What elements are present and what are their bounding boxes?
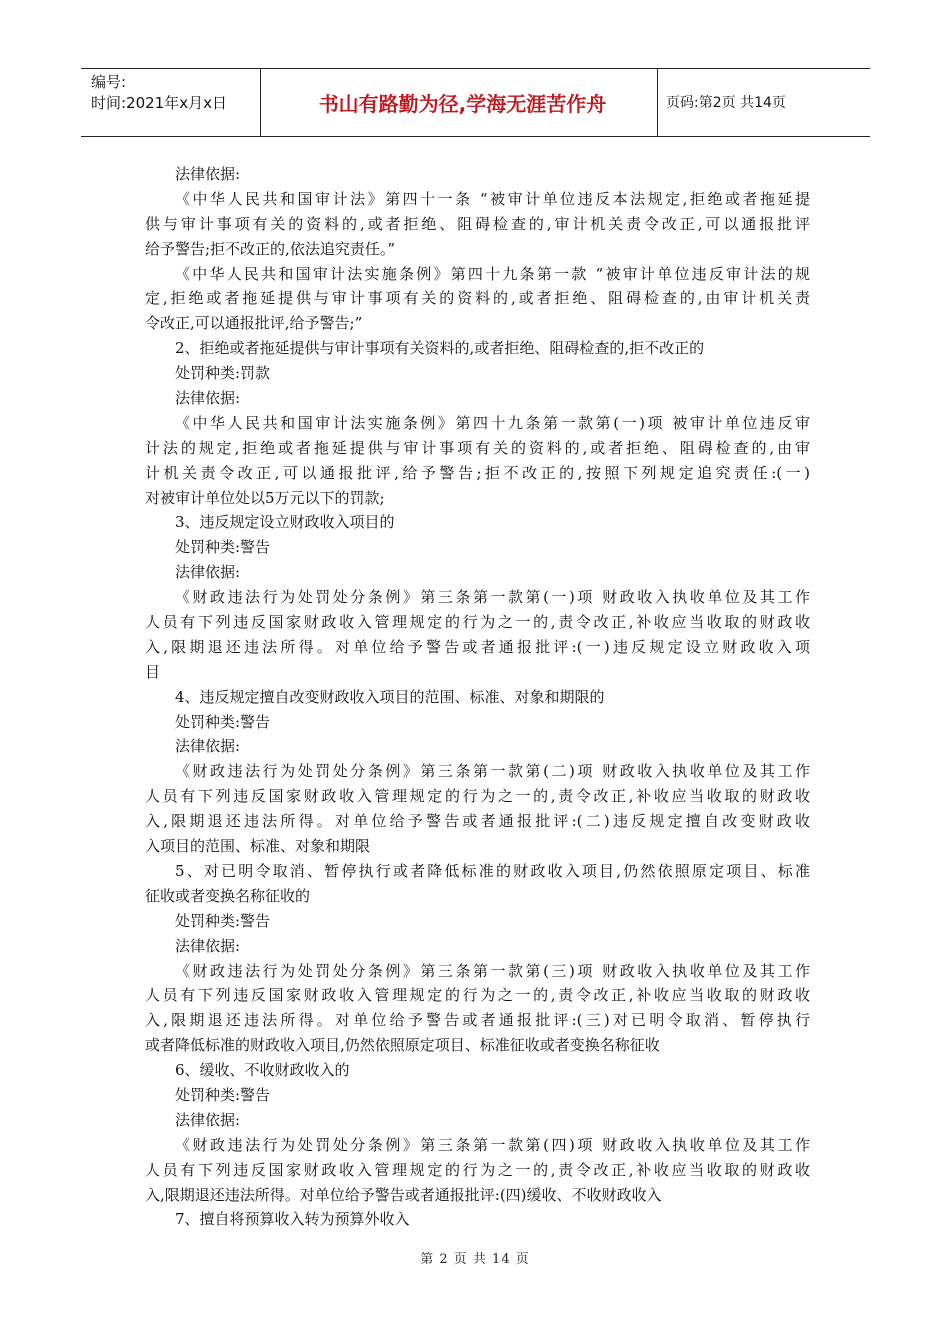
header-divider [657, 68, 658, 136]
header-motto: 书山有路勤为径,学海无涯苦作舟 [318, 91, 607, 116]
body-line: 5、对已明令取消、暂停执行或者降低标准的财政收入项目,仍然依照原定项目、标准 [175, 861, 810, 880]
body-line: 《中华人民共和国审计法实施条例》第四十九条第一款 “被审计单位违反审计法的规 [175, 264, 810, 283]
body-line: 3、违反规定设立财政收入项目的 [175, 513, 395, 532]
number-label: 编号: [91, 73, 127, 91]
header-page-label: 页码:第2页 共14页 [666, 95, 786, 111]
body-line: 入,限期退还违法所得。对单位给予警告或者通报批评:(四)缓收、不收财政收入 [145, 1185, 662, 1204]
body-line: 入项目的范围、标准、对象和期限 [145, 837, 371, 856]
body-line: 6、缓收、不收财政收入的 [175, 1061, 350, 1080]
page-footer: 第 2 页 共 14 页 [420, 1252, 530, 1267]
header-meta [91, 72, 227, 114]
body-line: 处罚种类:警告 [175, 1085, 271, 1104]
body-line: 《中华人民共和国审计法》第四十一条 “被审计单位违反本法规定,拒绝或者拖延提 [175, 189, 810, 208]
body-line: 法律依据: [175, 389, 241, 408]
body-line: 法律依据: [175, 165, 241, 183]
body-line: 法律依据: [175, 936, 241, 955]
body-line: 对被审计单位处以5万元以下的罚款; [145, 488, 385, 507]
body-line: 处罚种类:警告 [175, 712, 271, 731]
body-line: 法律依据: [175, 737, 241, 756]
date-label: 时间:2021年x月x日 [91, 94, 227, 112]
body-line: 4、违反规定擅自改变财政收入项目的范围、标准、对象和期限的 [175, 687, 605, 706]
body-line: 人员有下列违反国家财政收入管理规定的行为之一的,责令改正,补收应当收取的财政收 [145, 613, 810, 632]
body-line: 处罚种类:警告 [175, 911, 271, 930]
body-line: 处罚种类:警告 [175, 538, 271, 557]
body-line: 7、擅自将预算收入转为预算外收入 [175, 1210, 410, 1229]
body-line: 人员有下列违反国家财政收入管理规定的行为之一的,责令改正,补收应当收取的财政收 [145, 1160, 810, 1179]
body-line: 定,拒绝或者拖延提供与审计事项有关的资料的,或者拒绝、阻碍检查的,由审计机关责 [145, 289, 810, 308]
body-line: 计法的规定,拒绝或者拖延提供与审计事项有关的资料的,或者拒绝、阻碍检查的,由审 [145, 438, 810, 457]
header-divider [260, 68, 261, 136]
body-line: 《中华人民共和国审计法实施条例》第四十九条第一款第(一)项 被审计单位违反审 [175, 413, 810, 432]
body-line: 处罚种类:罚款 [175, 364, 271, 383]
body-line: 《财政违法行为处罚处分条例》第三条第一款第(四)项 财政收入执收单位及其工作 [175, 1135, 810, 1154]
body-line: 《财政违法行为处罚处分条例》第三条第一款第(二)项 财政收入执收单位及其工作 [175, 762, 810, 781]
body-line: 人员有下列违反国家财政收入管理规定的行为之一的,责令改正,补收应当收取的财政收 [145, 787, 810, 806]
body-line: 《财政违法行为处罚处分条例》第三条第一款第(一)项 财政收入执收单位及其工作 [175, 588, 810, 607]
body-line: 法律依据: [175, 563, 241, 582]
body-line: 2、拒绝或者拖延提供与审计事项有关资料的,或者拒绝、阻碍检查的,拒不改正的 [175, 339, 705, 358]
body-line: 法律依据: [175, 1110, 241, 1129]
body-line: 人员有下列违反国家财政收入管理规定的行为之一的,责令改正,补收应当收取的财政收 [145, 986, 810, 1005]
body-line: 入,限期退还违法所得。对单位给予警告或者通报批评:(二)违反规定擅自改变财政收 [145, 812, 810, 831]
body-line: 或者降低标准的财政收入项目,仍然依照原定项目、标准征收或者变换名称征收 [145, 1036, 660, 1055]
body-line: 《财政违法行为处罚处分条例》第三条第一款第(三)项 财政收入执收单位及其工作 [175, 961, 810, 980]
body-line: 供与审计事项有关的资料的,或者拒绝、阻碍检查的,审计机关责令改正,可以通报批评 [145, 214, 810, 233]
body-line: 给予警告;拒不改正的,依法追究责任。” [145, 239, 395, 258]
body-line: 入,限期退还违法所得。对单位给予警告或者通报批评:(三)对已明令取消、暂停执行 [145, 1011, 810, 1030]
body-line: 目 [145, 662, 161, 681]
document-body [145, 162, 810, 1232]
body-line: 入,限期退还违法所得。对单位给予警告或者通报批评:(一)违反规定设立财政收入项 [145, 637, 810, 656]
body-line: 计机关责令改正,可以通报批评,给予警告;拒不改正的,按照下列规定追究责任:(一) [145, 463, 810, 482]
body-line: 令改正,可以通报批评,给予警告;” [145, 314, 363, 333]
body-line: 征收或者变换名称征收的 [145, 886, 311, 905]
